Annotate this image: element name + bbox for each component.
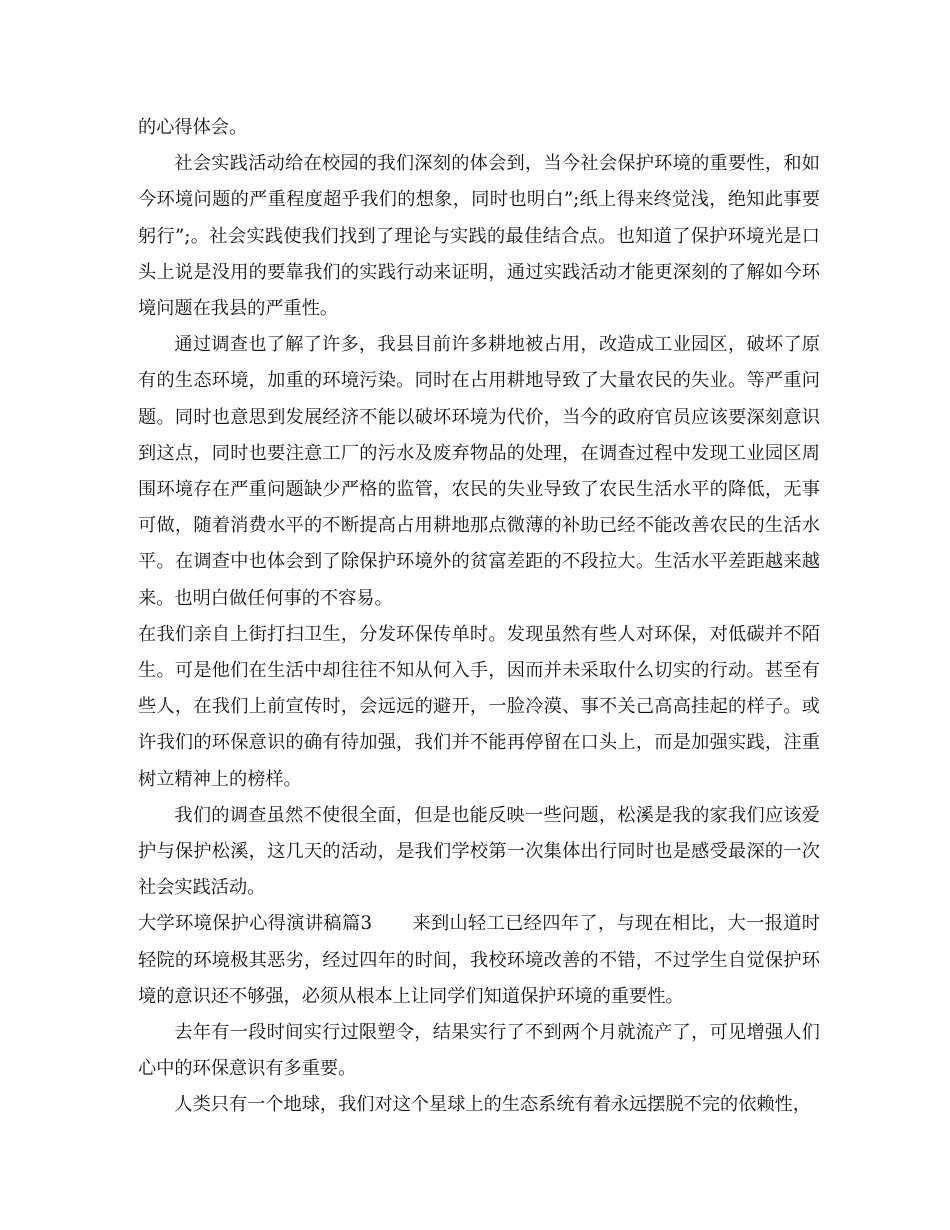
paragraph-continuation: 的心得体会。: [138, 117, 248, 138]
section-body: 来到山轻工已经四年了，与现在相比，大一报道时轻院的环境极其恶劣，经过四年的时间，我校环境改善的不错，不过学生自觉保护环境的意识还不够强，必须从根本上让同学们知道保护环境的重要性。: [138, 913, 820, 1007]
paragraph-street-cleaning: 在我们亲自上街打扫卫生，分发环保传单时。发现虽然有些人对环保，对低碳并不陌生。可是他们在生活中却往往不知从何入手，因而并未采取什么切实的行动。甚至有些人，在我们上前宣传时，会远远的避开，一脸冷漠、事不关己高高挂起的样子。或许我们的环保意识的确有待加强，我们并不能再停留在口头上，而是加强实践，注重树立精神上的榜样。: [138, 623, 820, 790]
document-body: [138, 110, 820, 1124]
section-heading-paragraph: [138, 906, 820, 1015]
paragraph-survey-summary: 我们的调查虽然不使很全面，但是也能反映一些问题，松溪是我的家我们应该爱护与保护松溪，这几天的活动，是我们学校第一次集体出行同时也是感受最深的一次社会实践活动。: [138, 804, 820, 899]
paragraph-survey-findings: 通过调查也了解了许多，我县目前许多耕地被占用，改造成工业园区，破坏了原有的生态环境，加重的环境污染。同时在占用耕地导致了大量农民的失业。等严重问题。同时也意思到发展经济不能以破坏环境为代价，当今的政府官员应该要深刻意识到这点，同时也要注意工厂的污水及废弃物品的处理，在调查过程中发现工业园区周围环境存在严重问题缺少严格的监管，农民的失业导致了农民生活水平的降低，无事可做，随着消费水平的不断提高占用耕地那点微薄的补助已经不能改善农民的生活水平。在调查中也体会到了除保护环境外的贫富差距的不段拉大。生活水平差距越来越来。也明白做任何事的不容易。: [138, 334, 820, 609]
section-title: 大学环境保护心得演讲稿篇3: [138, 913, 373, 935]
paragraph-one-earth: 人类只有一个地球，我们对这个星球上的生态系统有着永远摆脱不完的依赖性，: [174, 1094, 811, 1116]
paragraph-social-practice: 社会实践活动给在校园的我们深刻的体会到，当今社会保护环境的重要性，和如今环境问题的严重程度超乎我们的想象，同时也明白”;纸上得来终觉浅，绝知此事要躬行”;。社会实践使我们找到了理论与实践的最佳结合点。也知道了保护环境光是口头上说是没用的要靠我们的实践行动来证明，通过实践活动才能更深刻的了解如今环境问题在我县的严重性。: [138, 153, 820, 320]
paragraph-plastic-ban: 去年有一段时间实行过限塑令，结果实行了不到两个月就流产了，可见增强人们心中的环保意识有多重要。: [138, 1022, 820, 1080]
